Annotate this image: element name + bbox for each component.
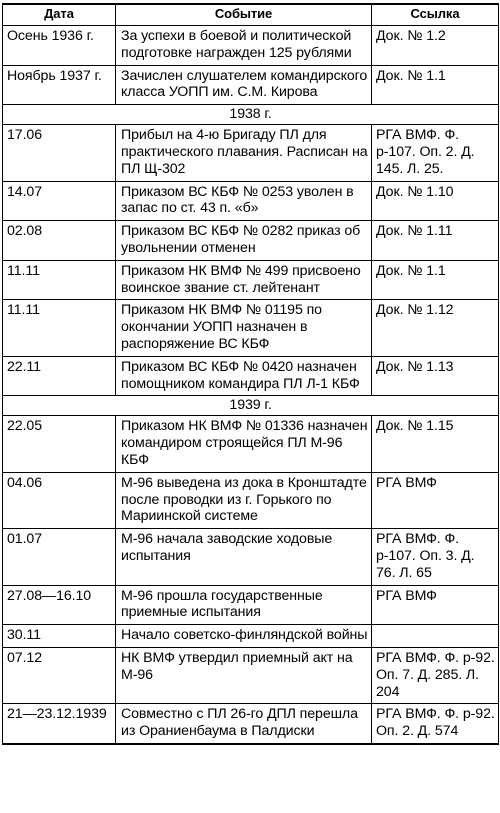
table-row <box>3 472 499 528</box>
table-row <box>3 260 499 300</box>
table-row <box>3 26 499 66</box>
cell-date: 22.05 <box>3 416 116 472</box>
header-date: Дата <box>3 4 116 26</box>
cell-date: 14.07 <box>3 181 116 221</box>
year-row <box>3 105 499 125</box>
table-body <box>3 26 499 744</box>
cell-reference: РГА ВМФ. Ф. р-107. Оп. 3. Д. 76. Л. 65 <box>372 529 499 585</box>
cell-reference: РГА ВМФ. Ф. р-92. Оп. 2. Д. 574 <box>372 704 499 744</box>
cell-reference: Док. № 1.11 <box>372 221 499 261</box>
year-row <box>3 396 499 416</box>
header-row <box>3 4 499 26</box>
cell-event: М-96 выведена из дока в Кронштадте после проводки из г. Горького по Мариинской системе <box>116 472 372 528</box>
cell-event: За успехи в боевой и политической подготовке награжден 125 рублями <box>116 26 372 66</box>
cell-reference: Док. № 1.12 <box>372 300 499 356</box>
year-label: 1938 г. <box>3 105 499 125</box>
header-reference: Ссылка <box>372 4 499 26</box>
cell-event: Приказом ВС КБФ № 0253 уволен в запас по ст. 43 п. «б» <box>116 181 372 221</box>
chronology-table <box>2 3 499 745</box>
cell-date: 21—23.12.1939 <box>3 704 116 744</box>
table-row <box>3 181 499 221</box>
cell-date: Осень 1936 г. <box>3 26 116 66</box>
cell-reference: РГА ВМФ <box>372 585 499 625</box>
cell-date: 04.06 <box>3 472 116 528</box>
cell-date: 27.08—16.10 <box>3 585 116 625</box>
cell-event: Приказом НК ВМФ № 499 присвоено воинское звание ст. лейтенант <box>116 260 372 300</box>
cell-event: Приказом ВС КБФ № 0420 назначен помощником командира ПЛ Л-1 КБФ <box>116 356 372 396</box>
cell-reference: Док. № 1.15 <box>372 416 499 472</box>
cell-reference: Док. № 1.1 <box>372 260 499 300</box>
table-header <box>3 4 499 26</box>
cell-date: 01.07 <box>3 529 116 585</box>
cell-event: Начало советско-финляндской войны <box>116 625 372 648</box>
table-row <box>3 416 499 472</box>
table-row <box>3 65 499 105</box>
cell-event: Совместно с ПЛ 26-го ДПЛ перешла из Ораниенбаума в Палдиски <box>116 704 372 744</box>
cell-reference: Док. № 1.2 <box>372 26 499 66</box>
cell-date: 07.12 <box>3 647 116 703</box>
cell-date: 30.11 <box>3 625 116 648</box>
cell-event: М-96 начала заводские ходовые испытания <box>116 529 372 585</box>
table-row <box>3 625 499 648</box>
table-row <box>3 585 499 625</box>
cell-event: М-96 прошла государственные приемные испытания <box>116 585 372 625</box>
cell-date: 22.11 <box>3 356 116 396</box>
cell-event: Приказом НК ВМФ № 01336 назначен командиром строящейся ПЛ М-96 КБФ <box>116 416 372 472</box>
cell-date: 17.06 <box>3 125 116 181</box>
table-row <box>3 221 499 261</box>
cell-reference: РГА ВМФ. Ф. р-92. Оп. 7. Д. 285. Л. 204 <box>372 647 499 703</box>
header-event: Событие <box>116 4 372 26</box>
cell-reference: Док. № 1.13 <box>372 356 499 396</box>
year-label: 1939 г. <box>3 396 499 416</box>
table-row <box>3 125 499 181</box>
table-row <box>3 647 499 703</box>
cell-reference: Док. № 1.10 <box>372 181 499 221</box>
cell-event: Зачислен слушателем командирского класса УОПП им. С.М. Кирова <box>116 65 372 105</box>
cell-date: Ноябрь 1937 г. <box>3 65 116 105</box>
table-row <box>3 529 499 585</box>
table-row <box>3 300 499 356</box>
table-row <box>3 356 499 396</box>
cell-reference: РГА ВМФ <box>372 472 499 528</box>
cell-date: 11.11 <box>3 300 116 356</box>
cell-reference: РГА ВМФ. Ф. р-107. Оп. 2. Д. 145. Л. 25. <box>372 125 499 181</box>
cell-event: Приказом НК ВМФ № 01195 по окончании УОПП назначен в распоряжение ВС КБФ <box>116 300 372 356</box>
table-row <box>3 704 499 744</box>
cell-reference: Док. № 1.1 <box>372 65 499 105</box>
cell-reference <box>372 625 499 648</box>
cell-event: НК ВМФ утвердил приемный акт на М-96 <box>116 647 372 703</box>
cell-event: Приказом ВС КБФ № 0282 приказ об увольнении отменен <box>116 221 372 261</box>
cell-date: 02.08 <box>3 221 116 261</box>
cell-event: Прибыл на 4-ю Бригаду ПЛ для практического плавания. Расписан на ПЛ Щ-302 <box>116 125 372 181</box>
cell-date: 11.11 <box>3 260 116 300</box>
